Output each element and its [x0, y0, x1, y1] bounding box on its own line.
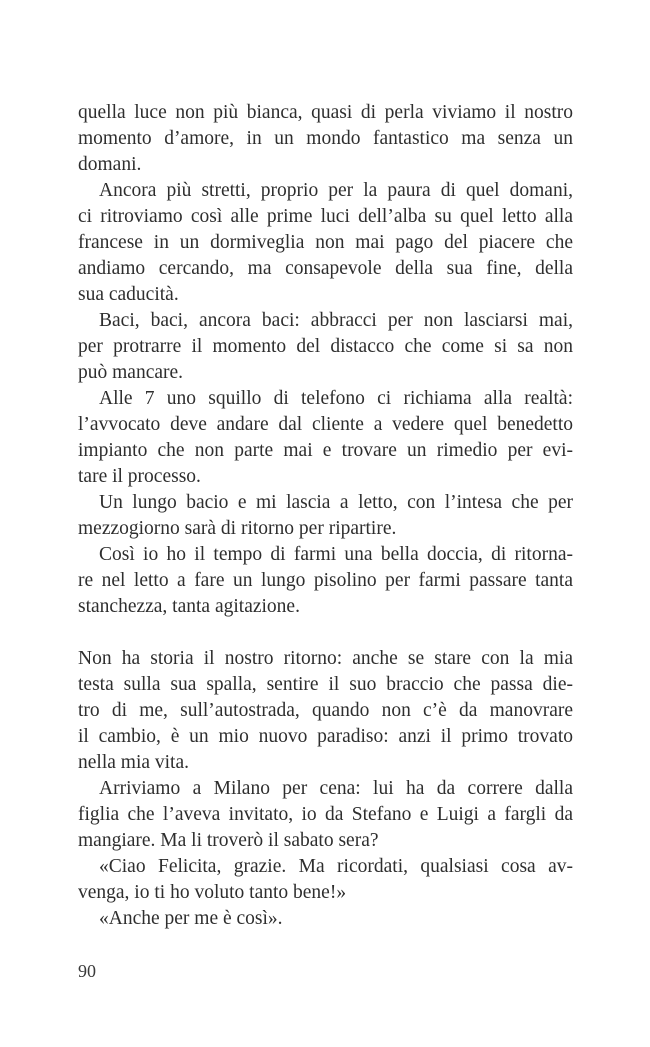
text-line: mezzogiorno sarà di ritorno per ripartire.: [78, 518, 397, 539]
text-line: Arriviamo a Milano per cena: lui ha da correre dalla: [99, 778, 573, 799]
paragraph: [78, 100, 573, 178]
paragraph: [78, 308, 573, 386]
paragraph: [78, 776, 573, 854]
paragraph: [78, 646, 573, 776]
paragraph: [78, 178, 573, 308]
text-line: il cambio, è un mio nuovo paradiso: anzi il primo trovato: [78, 726, 573, 747]
text-line: testa sulla sua spalla, sentire il suo braccio che passa die-: [78, 674, 573, 695]
text-line: Ancora più stretti, proprio per la paura di quel domani,: [99, 180, 573, 201]
text-line: Alle 7 uno squillo di telefono ci richiama alla realtà:: [99, 388, 573, 409]
text-line: sua caducità.: [78, 284, 179, 305]
text-line: Un lungo bacio e mi lascia a letto, con l’intesa che per: [99, 492, 573, 513]
text-line: andiamo cercando, ma consapevole della sua fine, della: [78, 258, 573, 279]
text-line: Così io ho il tempo di farmi una bella doccia, di ritorna-: [99, 544, 573, 565]
page-number: 90: [78, 961, 96, 981]
text-line: Non ha storia il nostro ritorno: anche se stare con la mia: [78, 648, 573, 669]
text-line: figlia che l’aveva invitato, io da Stefano e Luigi a fargli da: [78, 804, 573, 825]
paragraph: [78, 386, 573, 490]
paragraph: [78, 542, 573, 620]
text-line: impianto che non parte mai e trovare un rimedio per evi-: [78, 440, 573, 461]
text-line: re nel letto a fare un lungo pisolino per farmi passare tanta: [78, 570, 573, 591]
paragraph: [78, 854, 573, 906]
text-line: tro di me, sull’autostrada, quando non c’è da manovrare: [78, 700, 573, 721]
text-line: l’avvocato deve andare dal cliente a vedere quel benedetto: [78, 414, 573, 435]
text-line: per protrarre il momento del distacco che come si sa non: [78, 336, 573, 357]
text-line: francese in un dormiveglia non mai pago del piacere che: [78, 232, 573, 253]
text-line: Baci, baci, ancora baci: abbracci per non lasciarsi mai,: [99, 310, 573, 331]
text-line: domani.: [78, 154, 142, 175]
text-line: può mancare.: [78, 362, 184, 383]
text-line: «Anche per me è così».: [99, 908, 283, 929]
paragraph: [78, 490, 573, 542]
text-line: stanchezza, tanta agitazione.: [78, 596, 300, 617]
text-line: venga, io ti ho voluto tanto bene!»: [78, 882, 347, 903]
text-line: ci ritroviamo così alle prime luci dell’alba su quel letto alla: [78, 206, 573, 227]
text-line: mangiare. Ma li troverò il sabato sera?: [78, 830, 379, 851]
text-line: nella mia vita.: [78, 752, 190, 773]
text-line: momento d’amore, in un mondo fantastico ma senza un: [78, 128, 573, 149]
text-line: quella luce non più bianca, quasi di perla viviamo il nostro: [78, 102, 573, 123]
text-block: [78, 100, 573, 932]
text-line: tare il processo.: [78, 466, 201, 487]
paragraph: [78, 906, 573, 932]
text-line: «Ciao Felicita, grazie. Ma ricordati, qualsiasi cosa av-: [99, 856, 573, 877]
